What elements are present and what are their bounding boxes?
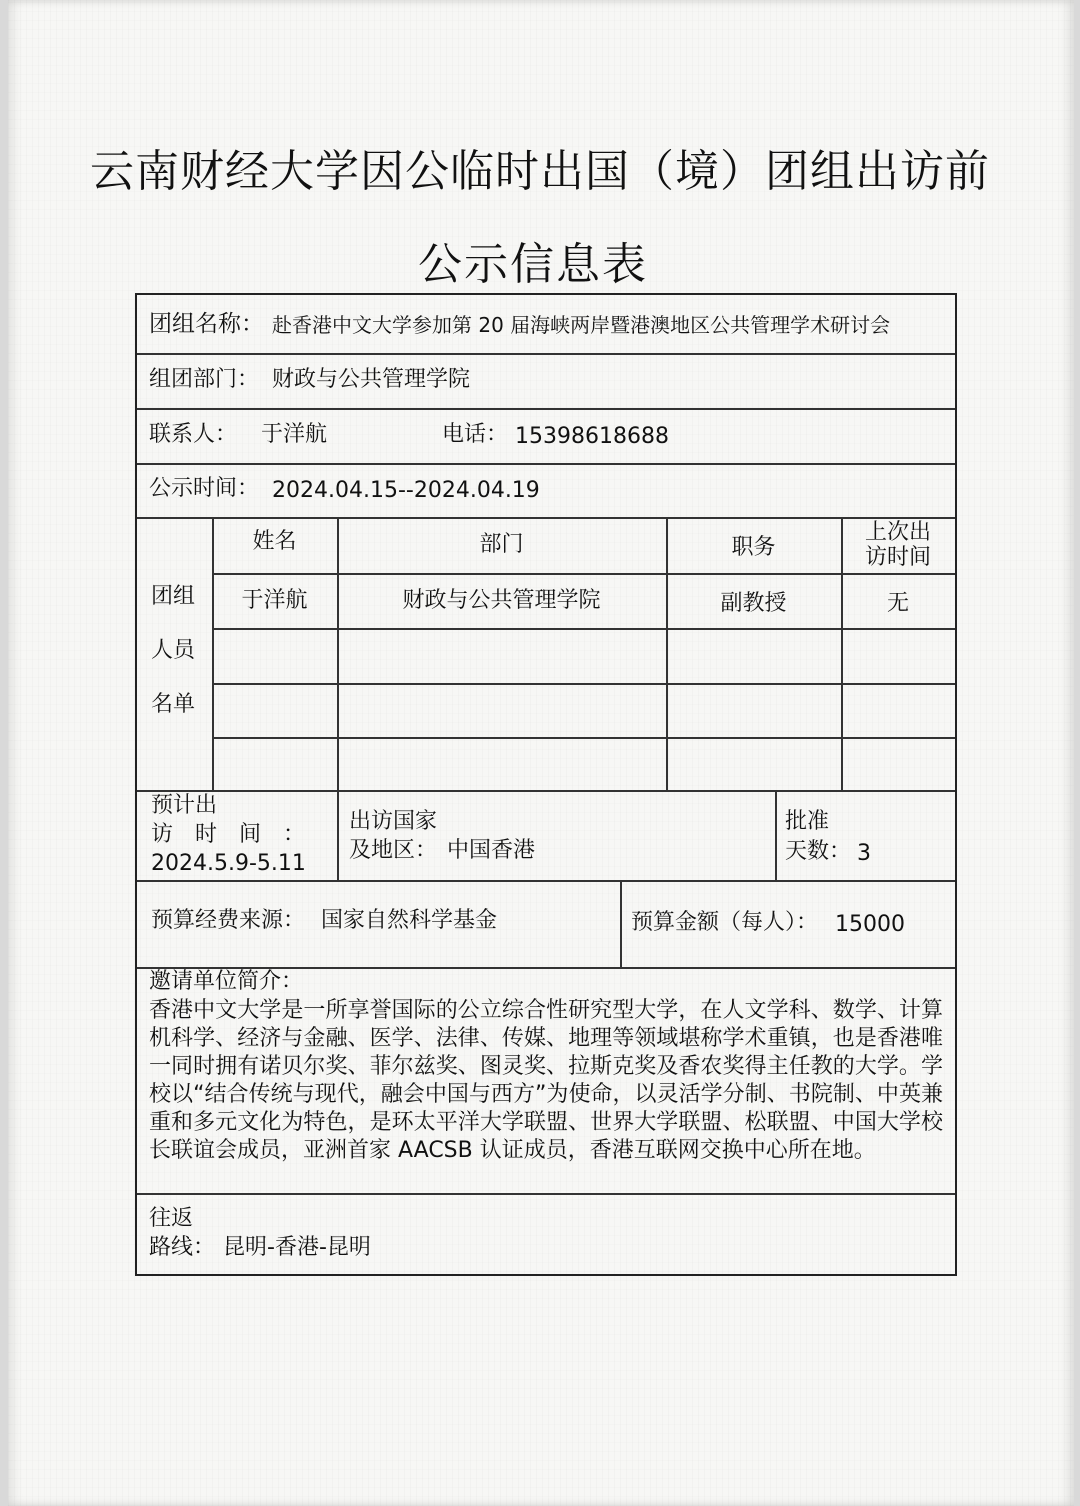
members-side-label-3: 名单 — [151, 692, 196, 717]
route-value: 昆明-香港-昆明 — [223, 1235, 371, 1260]
phone-label: 电话： — [442, 422, 509, 447]
member-last-visit: 无 — [886, 590, 909, 616]
inviter-label: 邀请单位简介： — [149, 969, 304, 994]
trip-country-value: 中国香港 — [447, 838, 536, 863]
header-last-visit — [841, 517, 955, 573]
budget-amount-label: 预算金额（每人）： — [631, 910, 819, 935]
trip-time-value: 2024.5.9-5.11 — [151, 851, 306, 876]
header-last-visit-line2: 访时间 — [864, 545, 931, 570]
rule — [775, 790, 777, 880]
trip-country-label-2: 及地区： — [349, 838, 438, 863]
document-title: 云南财经大学因公临时出国（境）团组出访前 — [90, 146, 990, 197]
document-subtitle: 公示信息表 — [418, 239, 648, 290]
trip-country-label-1: 出访国家 — [349, 809, 438, 834]
trip-days-label-2: 天数： — [785, 839, 852, 864]
member-title: 副教授 — [720, 590, 787, 616]
budget-amount-value: 15000 — [835, 912, 905, 937]
trip-days-value: 3 — [857, 841, 871, 866]
group-name-value: 赴香港中文大学参加第 20 届海峡两岸暨港澳地区公共管理学术研讨会 — [272, 313, 891, 337]
organizer-label: 组团部门： — [149, 367, 260, 392]
member-dept: 财政与公共管理学院 — [402, 587, 601, 613]
info-form — [135, 293, 957, 1276]
rule — [137, 1193, 955, 1195]
rule — [137, 880, 955, 882]
contact-label: 联系人： — [149, 422, 238, 447]
rule — [212, 737, 955, 739]
rule — [137, 353, 955, 355]
header-dept: 部门 — [479, 532, 524, 558]
rule — [337, 790, 339, 880]
rule — [137, 408, 955, 410]
route-label-2: 路线： — [149, 1235, 216, 1260]
inviter-description: 香港中文大学是一所享誉国际的公立综合性研究型大学，在人文学科、数学、计算机科学、经济与金融、医学、法律、传媒、地理等领域堪称学术重镇，也是香港唯一同时拥有诺贝尔奖、菲尔兹奖、图灵奖、拉斯克奖及香农奖得主任教的大学。学校以“结合传统与现代，融会中国与西方”为使命，以灵活学分制、书院制、中英兼重和多元文化为特色，是环太平洋大学联盟、世界大学联盟、松联盟、中国大学校长联谊会成员，亚洲首家 AACSB 认证成员，香港互联网交换中心所在地。 — [149, 998, 943, 1163]
route-label-1: 往返 — [149, 1206, 194, 1231]
budget-source-value: 国家自然科学基金 — [321, 908, 498, 933]
phone-value: 15398618688 — [515, 424, 669, 449]
notice-period-value: 2024.04.15--2024.04.19 — [272, 478, 540, 503]
trip-days-label-1: 批准 — [785, 809, 830, 834]
organizer-value: 财政与公共管理学院 — [272, 367, 471, 392]
members-side-label-2: 人员 — [151, 638, 196, 663]
rule — [620, 880, 622, 967]
contact-name: 于洋航 — [261, 422, 328, 447]
header-name: 姓名 — [252, 529, 297, 555]
trip-time-label-1: 预计出 — [151, 793, 218, 818]
rule — [137, 463, 955, 465]
group-name-label: 团组名称： — [149, 311, 264, 337]
trip-time-label-2: 访 时 间 ： — [151, 822, 306, 847]
header-last-visit-line1: 上次出 — [864, 519, 931, 545]
rule — [137, 790, 955, 792]
budget-source-label: 预算经费来源： — [151, 908, 306, 933]
header-title: 职务 — [731, 535, 776, 561]
member-name: 于洋航 — [241, 587, 308, 613]
notice-period-label: 公示时间： — [149, 476, 260, 501]
members-side-label-1: 团组 — [151, 584, 196, 609]
rule — [212, 683, 955, 685]
